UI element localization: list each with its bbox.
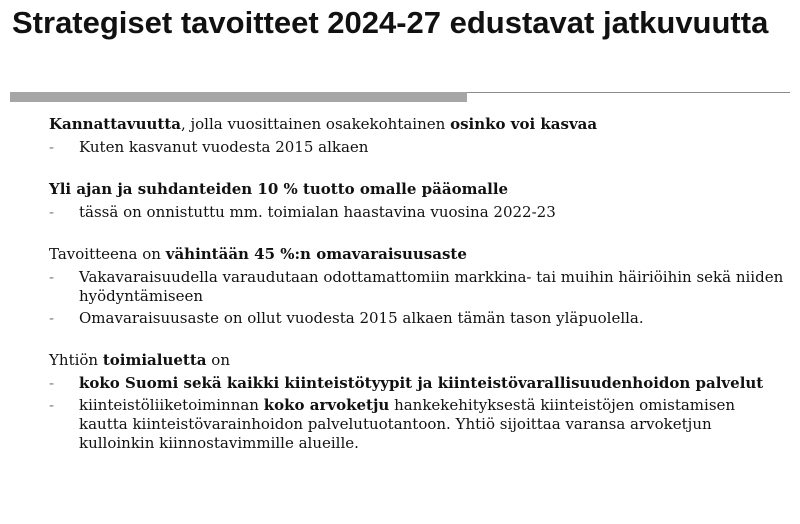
section-heading [49,178,784,200]
title-divider-bar [10,92,467,102]
text-run: hankekehityksestä kiinteistöjen omistamisen kautta kiinteistövarainhoidon palvelutuotantoon. Yhtiö sijoittaa varansa arvoketjun kulloinkin kiinnostavimmille alueille. [79,396,736,452]
text-run: Vakavaraisuudella varaudutaan odottamattomiin markkina- tai muihin häiriöihin sekä niiden hyödyntämiseen [79,268,784,305]
text-run: Tavoitteena on [49,245,166,263]
bullet-item [49,138,784,157]
section [49,349,784,453]
bold-text-run: toimialuetta [102,351,207,369]
bold-text-run: osinko voi kasvaa [450,115,598,133]
section-heading [49,243,784,265]
dash-marker: - [49,374,55,392]
text-run: kiinteistöliiketoiminnan [79,396,264,414]
dash-marker: - [49,268,55,286]
bold-text-run: koko Suomi sekä kaikki kiinteistötyypit ja kiinteistövarallisuudenhoidon palvelut [79,374,764,392]
text-run: tässä on onnistuttu mm. toimialan haastavina vuosina 2022-23 [79,203,556,221]
slide-body [49,113,784,474]
bullet-item [49,309,784,328]
section-heading [49,349,784,371]
text-run: on [206,351,230,369]
bullet-item [49,396,784,453]
bold-text-run: Kannattavuutta [49,115,181,133]
bullet-list [49,268,784,328]
bullet-list [49,138,784,157]
bullet-list [49,203,784,222]
text-run: Yhtiön [49,351,103,369]
dash-marker: - [49,309,55,327]
bold-text-run: koko arvoketju [263,396,390,414]
section [49,178,784,222]
section [49,243,784,328]
dash-marker: - [49,138,55,156]
text-run: , jolla vuosittainen osakekohtainen [180,115,451,133]
text-run: Kuten kasvanut vuodesta 2015 alkaen [79,138,369,156]
section [49,113,784,157]
dash-marker: - [49,396,55,414]
section-heading [49,113,784,135]
title-divider [10,92,790,102]
dash-marker: - [49,203,55,221]
bullet-item [49,374,784,393]
slide-title: Strategiset tavoitteet 2024-27 edustavat jatkuvuutta [12,5,769,40]
bold-text-run: vähintään 45 %:n omavaraisuusaste [165,245,467,263]
bullet-item [49,268,784,306]
bullet-item [49,203,784,222]
text-run: Omavaraisuusaste on ollut vuodesta 2015 alkaen tämän tason yläpuolella. [79,309,644,327]
bold-text-run: Yli ajan ja suhdanteiden 10 % tuotto omalle pääomalle [49,180,509,198]
bullet-list [49,374,784,453]
title-divider-line [467,92,790,93]
